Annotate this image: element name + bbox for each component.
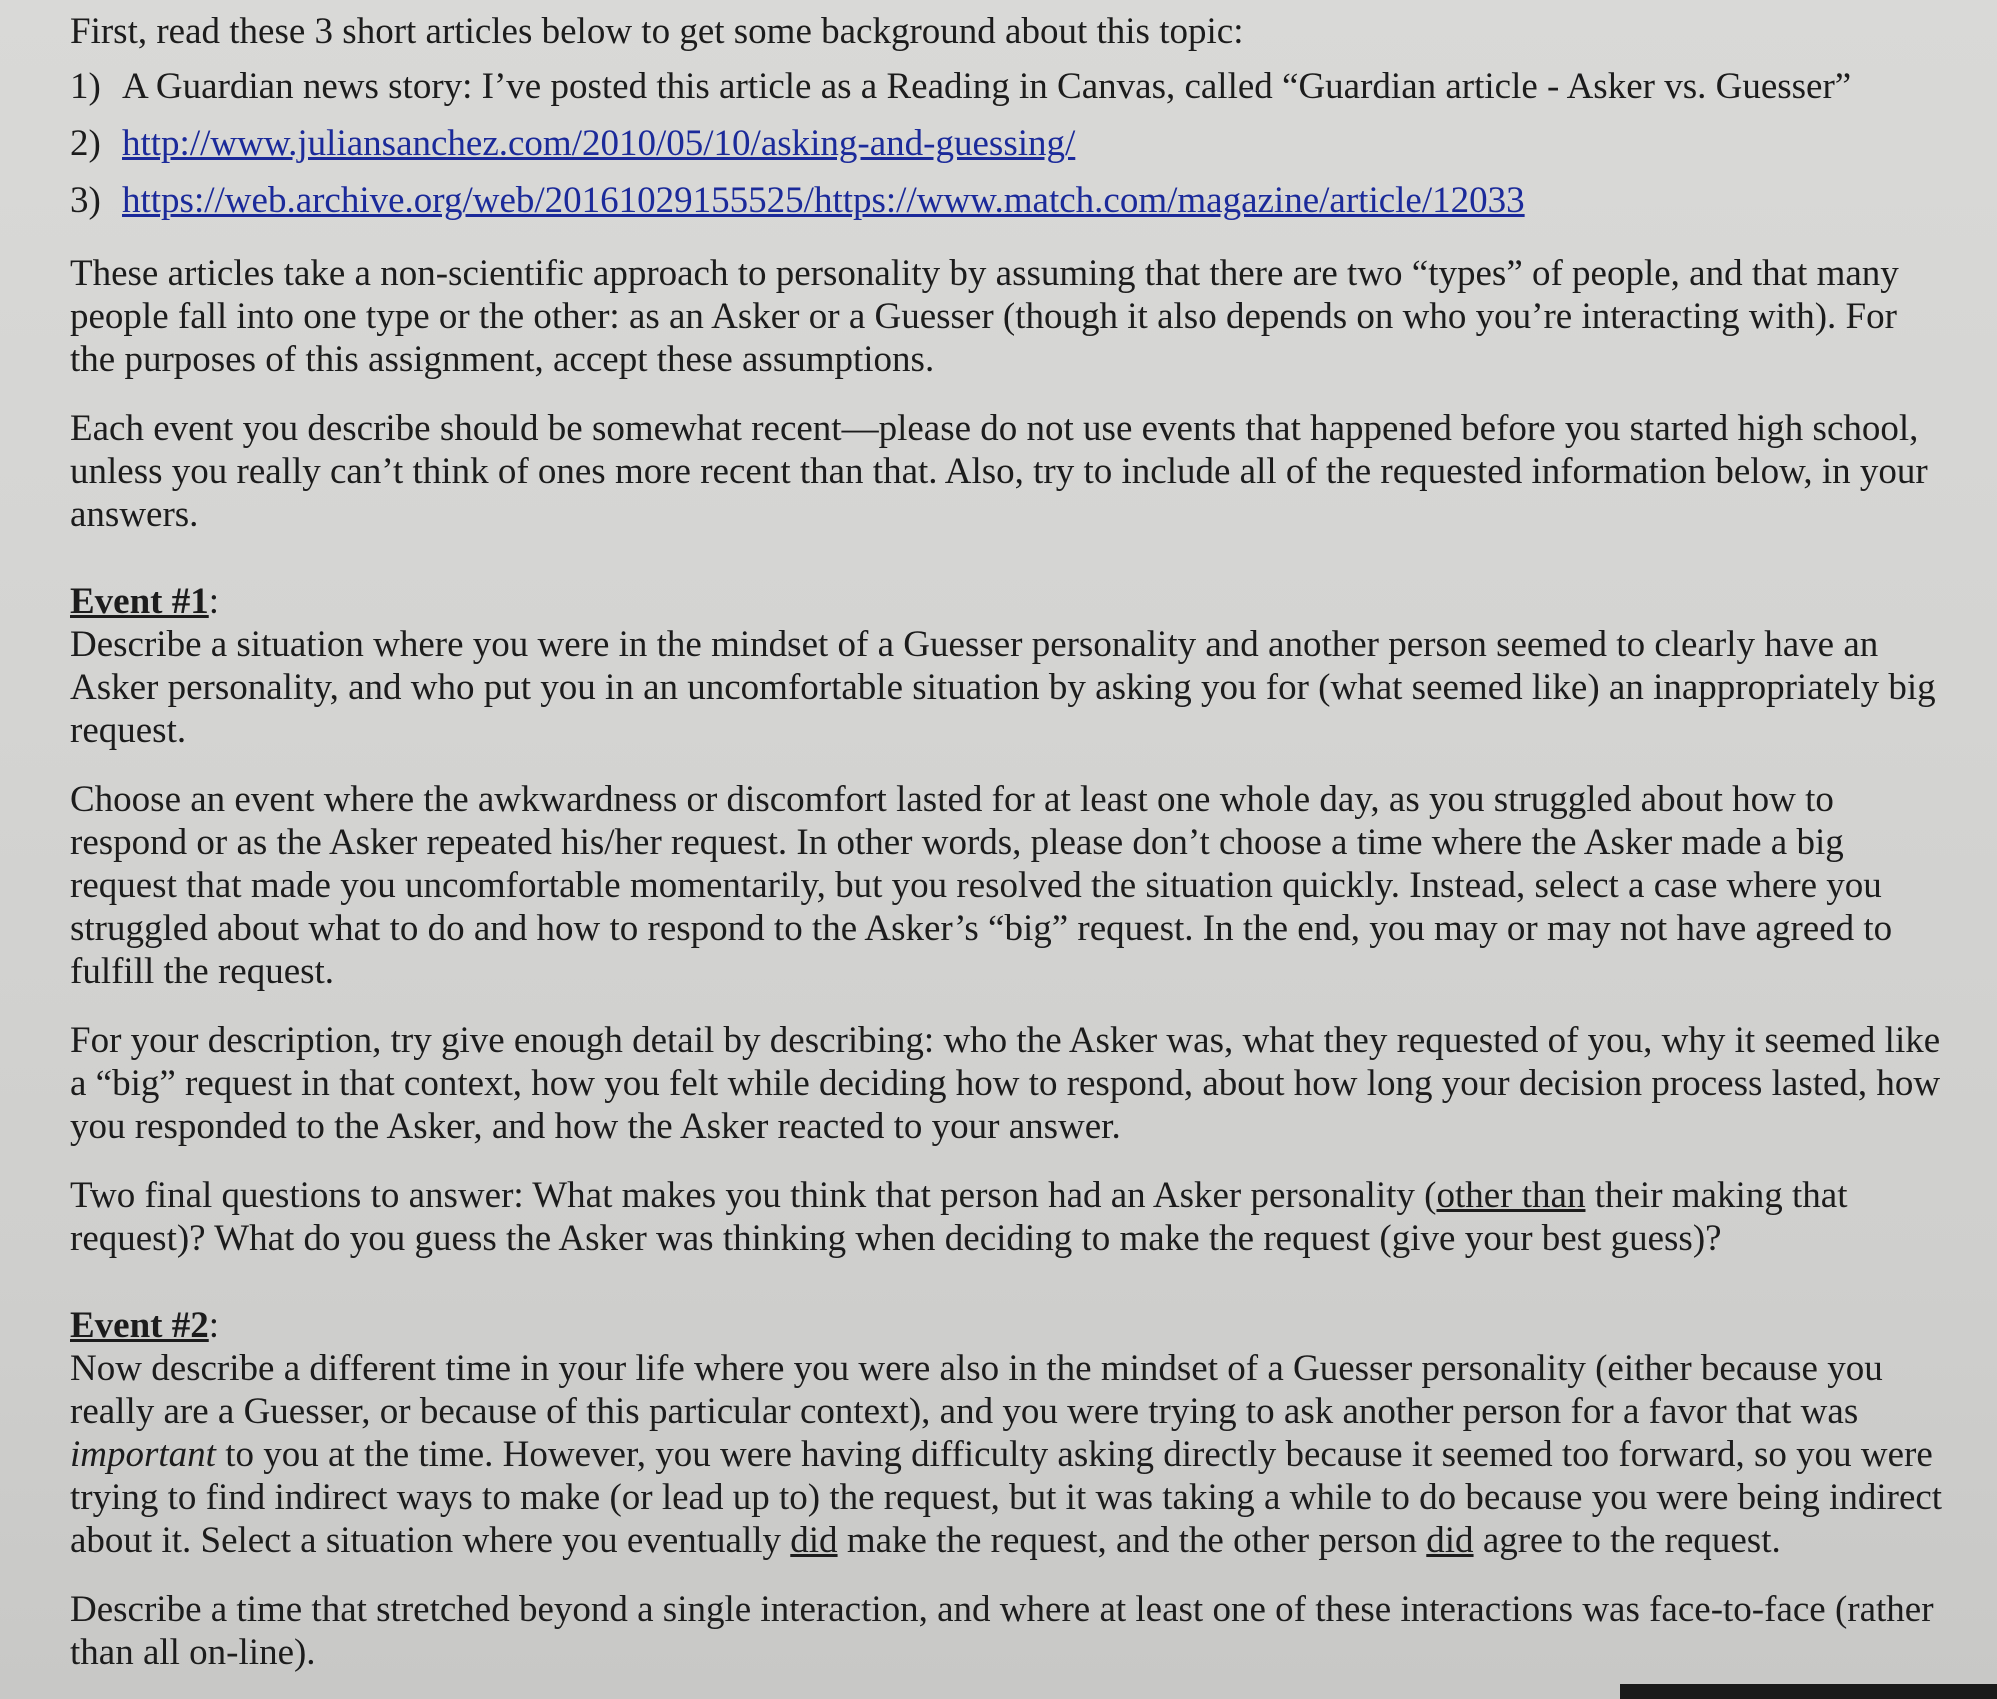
context-paragraph-2: Each event you describe should be somewhat recent—please do not use events that happened before you started high school, unless you really can’t think of ones more recent than that. Also, try to include all of the requested information below, in your answers.	[70, 408, 1928, 535]
event-1-colon: :	[208, 581, 220, 622]
screen-bezel-edge	[1620, 1684, 1997, 1699]
event-1-heading: Event #1	[70, 581, 209, 622]
assignment-document	[70, 10, 1950, 1674]
event-2-colon: :	[208, 1305, 220, 1346]
event-1-paragraph-4	[70, 1174, 1950, 1260]
event-2-p1-part-c: make the request, and the other person	[837, 1520, 1427, 1561]
archive-match-link[interactable]: https://web.archive.org/web/20161029155525/https://www.match.com/magazine/article/12033	[122, 180, 1525, 221]
event-1-paragraph-1: Describe a situation where you were in the mindset of a Guesser personality and another person seemed to clearly have an Asker personality, and who put you in an uncomfortable situation by asking you for (what seemed like) an inappropriately big request.	[70, 624, 1936, 751]
source-list	[70, 65, 1950, 222]
event-2-paragraph-1	[70, 1347, 1950, 1562]
event-2-p1-part-d: agree to the request.	[1473, 1520, 1781, 1561]
event-1-paragraph-3: For your description, try give enough detail by describing: who the Asker was, what they requested of you, why it seemed like a “big” request in that context, how you felt while deciding how to respond, about how long your decision process lasted, how you responded to the Asker, and how the Asker reacted to your answer.	[70, 1020, 1941, 1147]
important-italic: important	[70, 1434, 216, 1475]
event-1-p4-part-b: their making that request)? What do you guess the Asker was thinking when deciding to make the request (give your best guess)?	[70, 1175, 1848, 1259]
other-than-underlined: other than	[1436, 1175, 1586, 1216]
context-paragraph-1: These articles take a non-scientific approach to personality by assuming that there are two “types” of people, and that many people fall into one type or the other: as an Asker or a Guesser (though it also depends on who you’re interacting with). For the purposes of this assignment, accept these assumptions.	[70, 253, 1899, 380]
event-2-p1-part-b: to you at the time. However, you were having difficulty asking directly because it seemed too forward, so you were trying to find indirect ways to make (or lead up to) the request, but it was taking a while to do because you were being indirect about it. Select a situation where you eventually	[70, 1434, 1943, 1561]
event-2-heading-line	[70, 1304, 1950, 1347]
event-1-section	[70, 580, 1950, 1260]
list-number: 1)	[70, 66, 101, 107]
source-item-archive	[70, 179, 1950, 222]
source-item-juliansanchez	[70, 122, 1950, 165]
intro-text: First, read these 3 short articles below to get some background about this topic:	[70, 11, 1244, 52]
event-1-paragraph-2: Choose an event where the awkwardness or discomfort lasted for at least one whole day, as you struggled about how to respond or as the Asker repeated his/her request. In other words, please don’t choose a time where the Asker made a big request that made you uncomfortable momentarily, but you resolved the situation quickly. Instead, select a case where you struggled about what to do and how to respond to the Asker’s “big” request. In the end, you may or may not have agreed to fulfill the request.	[70, 779, 1893, 992]
did-underlined-2: did	[1426, 1520, 1474, 1561]
event-1-p4-part-a: Two final questions to answer: What makes you think that person had an Asker personality (	[70, 1175, 1437, 1216]
did-underlined-1: did	[790, 1520, 838, 1561]
event-1-heading-line	[70, 580, 1950, 623]
source-item-guardian	[70, 65, 1950, 108]
event-2-p1-part-a: Now describe a different time in your life where you were also in the mindset of a Guesser personality (either because you really are a Guesser, or because of this particular context), and you were trying to ask another person for a favor that was	[70, 1348, 1883, 1432]
list-number: 3)	[70, 180, 101, 221]
event-2-heading: Event #2	[70, 1305, 209, 1346]
list-number: 2)	[70, 123, 101, 164]
event-2-paragraph-2: Describe a time that stretched beyond a single interaction, and where at least one of these interactions was face-to-face (rather than all on-line).	[70, 1589, 1934, 1673]
event-2-section	[70, 1304, 1950, 1674]
source-guardian-text: A Guardian news story: I’ve posted this article as a Reading in Canvas, called “Guardian article - Asker vs. Guesser”	[122, 66, 1852, 107]
juliansanchez-link[interactable]: http://www.juliansanchez.com/2010/05/10/asking-and-guessing/	[122, 123, 1076, 164]
